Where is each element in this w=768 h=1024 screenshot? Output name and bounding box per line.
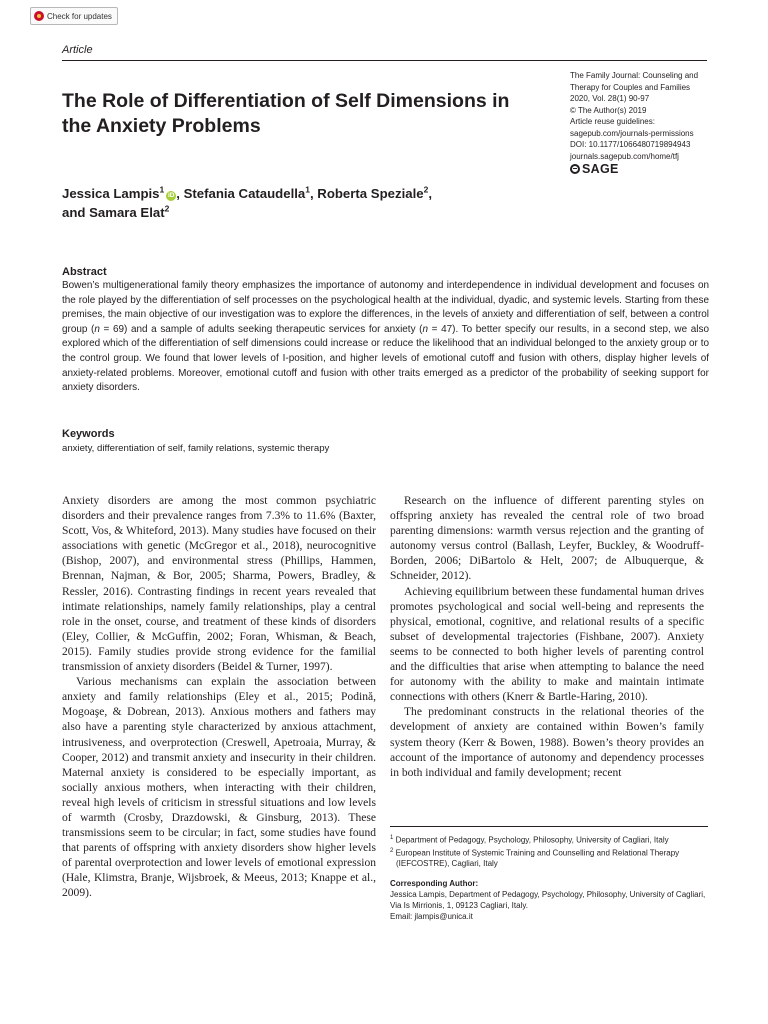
affiliation-mark: 2 [423, 184, 429, 195]
affiliation-footnote: $^2$ European Institute of Systemic Training and Counselling and Relational Therapy (IEFCOSTRE), Cagliari, Italy [390, 847, 680, 869]
email-line[interactable]: Email: jlampis@unica.it [390, 912, 473, 922]
body-paragraph: Anxiety disorders are among the most common psychiatric disorders and their prevalence ranges from 7.3% to 11.6% (Baxter, Scott, Vos, & Whiteford, 2013). Many studies have focused on their associations with genetic (McGregor et al., 2018), neurocognitive (Bishop, 2007), and environmental stress (Phillips, Hammen, Brennan, Najman, & Bor, 2005; Sharma, Powers, Bradley, & Ressler, 2016). Contrasting findings in recent years revealed that intimate relationships, namely family relationships, play a central role in the onset, course, and treatment of these kinds of disorders (Eley, Collier, & McGuffin, 2002; Foran, Whisman, & Beach, 2015). Family studies provide strong evidence for the familial transmission of anxiety disorders (Beidel & Turner, 1997). [62, 495, 376, 674]
author-name: Stefania Cataudella [183, 186, 306, 201]
corresponding-author-text: Jessica Lampis, Department of Pedagogy, Psychology, Philosophy, University of Cagliari, Via Is Mirrionis, 1, 09123 Cagliari, Italy. [390, 890, 706, 911]
article-title: The Role of Differentiation of Self Dimensions in the Anxiety Problems [62, 90, 510, 137]
publisher-name: SAGE [582, 162, 619, 176]
body-paragraph: Research on the influence of different parenting styles on offspring anxiety has revealed the central role of two broad parenting dimensions: warmth versus rejection and the granting of autonomy versus control (Ballash, Leyfer, Buckley, & Woodruff-Borden, 2006; DiBartolo & Helt, 2007; de Albuquerque, & Schneider, 2012). [390, 495, 704, 583]
abstract-section [62, 266, 709, 396]
journal-line: © The Author(s) 2019 [570, 105, 647, 115]
crossmark-icon [34, 11, 44, 21]
keywords-text: anxiety, differentiation of self, family relations, systemic therapy [62, 443, 330, 454]
journal-line: Therapy for Couples and Families [570, 82, 691, 92]
keywords-heading: Keywords [62, 428, 115, 440]
corresponding-author-heading: Corresponding Author: [390, 879, 479, 889]
check-for-updates-badge[interactable] [30, 7, 118, 25]
journal-info [570, 70, 720, 162]
affiliation-mark: 1 [305, 184, 310, 195]
check-for-updates-label: Check for updates [47, 11, 112, 21]
abstract-text: Bowen’s multigenerational family theory emphasizes the importance of autonomy and interdependence in individual development and focuses on the role played by the differentiation of self processes on the psychological health at the individual, dyadic, and systemic levels. Starting from these premises, the main objective of our investigation was to explore the differences, in the levels of anxiety and differentiation of self, between a control group (n = 69) and a sample of adults seeking therapeutic services for anxiety (n = 47). To better specify our results, in a second step, we also explored which of the differentiation of self dimensions could increase or reduce the likelihood that an individual belonged to the anxiety group or to the control group. We found that lower levels of I-position, and higher levels of emotional cutoff and fusion with others, display higher levels of anxiety-related problems. Moreover, emotional cutoff and fusion with other traits emerged as a predictor of the probability of seeking support for anxiety disorders. [62, 280, 709, 394]
sage-icon [570, 164, 580, 174]
doi-line[interactable]: DOI: 10.1177/1066480719894943 [570, 140, 691, 149]
author-name: and Samara Elat [62, 205, 165, 220]
body-column-left [62, 494, 376, 902]
section-label: Article [62, 44, 93, 56]
affiliation-mark: 1 [159, 184, 165, 195]
body-paragraph: Achieving equilibrium between these fundamental human drives promotes psychological and social well-being and represents the physical, emotional, cognitive, and relational results of a specific subset of developmental trajectories (Fishbane, 2007). Anxiety seems to be connected to both higher levels of parenting control and the difficulties that arise when attempting to balance the need for autonomy with the ability to make and maintain intimate connections with others (Knerr & Bartle-Haring, 2010). [390, 585, 704, 704]
journal-line: Article reuse guidelines: [570, 117, 655, 126]
body-paragraph: Various mechanisms can explain the association between anxiety and family relationships (Eley et al., 2015; Podină, Mogoaşe, & Dobrean, 2013). Anxious mothers and fathers may also have a parenting style characterized by anxious attachment, intrusiveness, and overprotection (Creswell, Apetroaia, Murray, & Cooper, 2012) and transmit anxiety and insecurity in their children. Maternal anxiety is considered to be especially important, as socially anxious mothers, when interacting with their children, reveal high levels of criticism in stressful situations and low levels of warmth (Crosby, Drazdowski, & Ginsburg, 2013). These transmissions seem to be circular; in fact, some studies have found that parents of offspring with anxiety disorders show higher levels of parental overprotection and lower levels of emotional expression (Hale, Klimstra, Branje, Wijsbroek, & Meeus, 2013; Knappe et al., 2009). [62, 676, 376, 900]
body-paragraph: The predominant constructs in the relational theories of the development of anxiety are contained within Bowen’s family system theory (Kerr & Bowen, 1988). Bowen’s theory provides an account of the importance of autonomy and dependency processes in both individual and family development; recent [390, 706, 704, 779]
body-column-right [390, 494, 704, 781]
affiliation-mark: 2 [164, 203, 170, 214]
author-name: Jessica Lampis [62, 186, 160, 201]
header-divider [62, 60, 707, 61]
keywords-section [62, 428, 709, 456]
journal-line[interactable]: sagepub.com/journals-permissions [570, 128, 694, 138]
author-list: Jessica Lampis$^1$iD , Stefania Cataudella$^1$, Roberta Speziale$^2$, and Samara Elat$^2$ [62, 184, 432, 220]
journal-line: 2020, Vol. 28(1) 90-97 [570, 94, 650, 103]
footnotes [390, 826, 708, 922]
abstract-heading: Abstract [62, 266, 107, 278]
journal-line[interactable]: journals.sagepub.com/home/tfj [570, 151, 679, 161]
affiliation-footnote: $^1$ Department of Pedagogy, Psychology, Philosophy, University of Cagliari, Italy [390, 835, 669, 845]
sage-logo [570, 162, 619, 176]
journal-line: The Family Journal: Counseling and [570, 71, 699, 80]
author-name: Roberta Speziale [317, 186, 424, 201]
orcid-icon[interactable]: iD [168, 192, 175, 199]
